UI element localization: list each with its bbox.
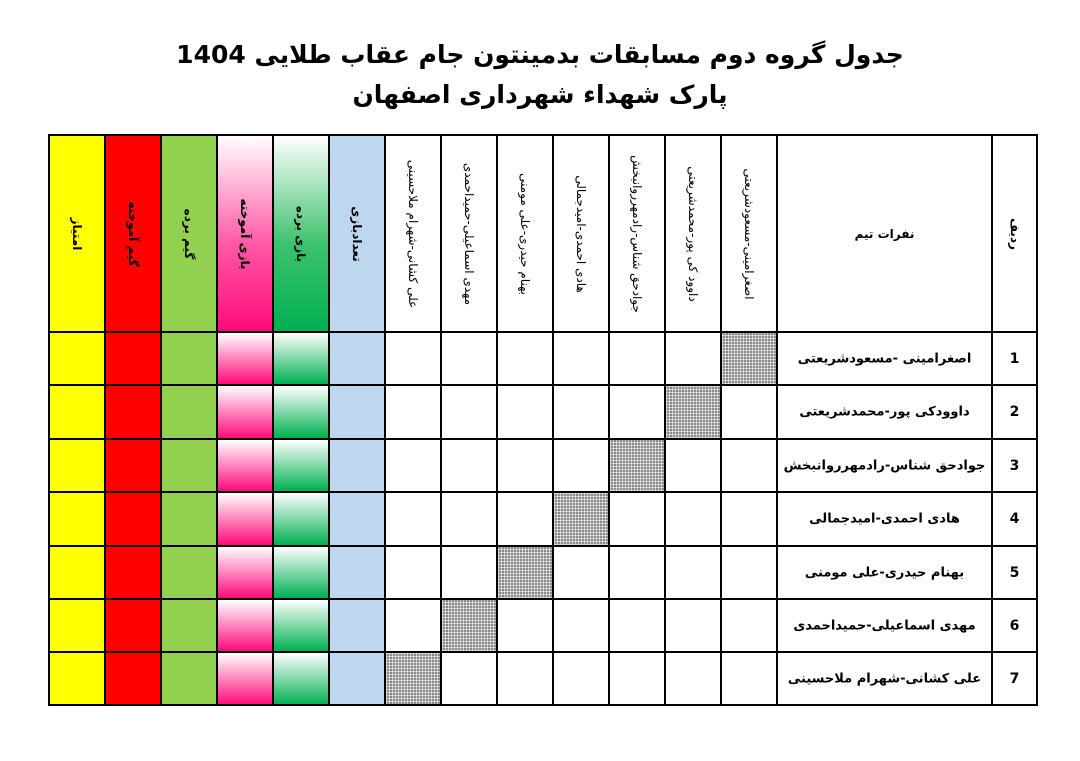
match-result-cell — [665, 599, 721, 652]
matches-lost-cell — [217, 599, 273, 652]
team-name-cell — [777, 599, 992, 652]
match-result-cell — [497, 652, 553, 706]
header-matches-lost-label: بازی آموخته — [238, 198, 252, 269]
match-result-cell — [721, 439, 777, 492]
team-name: هادی احمدی-امیدجمالی — [809, 511, 960, 527]
match-result-cell — [553, 439, 609, 492]
matches-played-cell — [329, 546, 385, 599]
header-opponent-7-label: علی کشانی-شهرام ملاحسینی — [406, 159, 420, 308]
header-team-label: نفرات تیم — [854, 226, 915, 241]
match-result-cell — [553, 546, 609, 599]
match-result-cell — [609, 385, 665, 439]
match-result-cell — [609, 492, 665, 546]
match-result-cell — [441, 439, 497, 492]
match-result-cell — [385, 439, 441, 492]
header-opponent-6 — [441, 135, 497, 332]
header-opponent-3 — [609, 135, 665, 332]
match-result-cell — [441, 546, 497, 599]
team-name: مهدی اسماعیلی-حمیداحمدی — [793, 618, 976, 633]
team-name-cell — [777, 546, 992, 599]
self-match-cell — [609, 439, 665, 492]
points-cell — [49, 385, 105, 439]
match-result-cell — [609, 599, 665, 652]
match-result-cell — [441, 652, 497, 706]
match-result-cell — [497, 385, 553, 439]
team-name-cell — [777, 332, 992, 385]
row-number-cell — [992, 546, 1037, 599]
row-number: 1 — [1009, 350, 1020, 367]
matches-played-cell — [329, 492, 385, 546]
header-row-number — [992, 135, 1037, 332]
self-match-cell — [441, 599, 497, 652]
row-number-cell — [992, 439, 1037, 492]
games-won-cell — [161, 439, 217, 492]
self-match-cell — [497, 546, 553, 599]
header-matches-played-label: تعدادبازی — [350, 205, 364, 262]
team-name-cell — [777, 385, 992, 439]
header-opponent-2 — [665, 135, 721, 332]
match-result-cell — [441, 492, 497, 546]
row-number-cell — [992, 492, 1037, 546]
team-name: داوودکی پور-محمدشریعتی — [799, 404, 970, 420]
match-result-cell — [609, 332, 665, 385]
team-name: اصغرامینی -مسعودشریعتی — [797, 351, 972, 366]
match-result-cell — [385, 599, 441, 652]
match-result-cell — [497, 599, 553, 652]
matches-won-cell — [273, 652, 329, 706]
header-opponent-2-label: داوود کی پور-محمدشریعتی — [686, 165, 700, 302]
match-result-cell — [553, 599, 609, 652]
match-result-cell — [721, 492, 777, 546]
matches-played-cell — [329, 652, 385, 706]
match-result-cell — [553, 652, 609, 706]
match-result-cell — [385, 492, 441, 546]
header-opponent-1 — [721, 135, 777, 332]
match-result-cell — [385, 546, 441, 599]
team-name: علی کشانی-شهرام ملاحسینی — [787, 671, 982, 687]
points-cell — [49, 332, 105, 385]
team-name-cell — [777, 439, 992, 492]
team-name: بهنام حیدری-علی مومنی — [804, 565, 965, 580]
header-team — [777, 135, 992, 332]
team-name-cell — [777, 652, 992, 706]
header-games-won-label: گیم برده — [182, 208, 196, 259]
games-lost-cell — [105, 599, 161, 652]
matches-won-cell — [273, 546, 329, 599]
self-match-cell — [385, 652, 441, 706]
games-lost-cell — [105, 439, 161, 492]
row-number: 5 — [1009, 564, 1020, 581]
header-opponent-7 — [385, 135, 441, 332]
header-row-number-label: ردیف — [1007, 217, 1022, 250]
match-result-cell — [721, 599, 777, 652]
matches-played-cell — [329, 332, 385, 385]
header-opponent-4-label: هادی احمدی-امیدجمالی — [574, 174, 588, 293]
header-games-lost-label: گیم آموخته — [126, 200, 140, 267]
points-cell — [49, 546, 105, 599]
match-result-cell — [497, 439, 553, 492]
row-number: 7 — [1009, 671, 1020, 687]
self-match-cell — [553, 492, 609, 546]
match-result-cell — [497, 332, 553, 385]
matches-played-cell — [329, 385, 385, 439]
header-opponent-5 — [497, 135, 553, 332]
match-result-cell — [441, 332, 497, 385]
header-matches-won-label: بازی برده — [294, 205, 308, 262]
header-points-label: امتیاز — [70, 217, 84, 250]
header-opponent-1-label: اصغرامینی-مسعودشریعتی — [742, 167, 756, 300]
match-result-cell — [665, 652, 721, 706]
header-games-won — [161, 135, 217, 332]
self-match-cell — [665, 385, 721, 439]
match-result-cell — [665, 332, 721, 385]
team-name: جوادحق شناس-رادمهرروانبخش — [783, 458, 986, 473]
header-matches-played — [329, 135, 385, 332]
match-result-cell — [665, 546, 721, 599]
match-result-cell — [441, 385, 497, 439]
games-lost-cell — [105, 546, 161, 599]
header-opponent-6-label: مهدی اسماعیلی-حمیداحمدی — [462, 162, 476, 305]
row-number-cell — [992, 332, 1037, 385]
matches-won-cell — [273, 439, 329, 492]
matches-lost-cell — [217, 385, 273, 439]
games-lost-cell — [105, 652, 161, 706]
match-result-cell — [497, 492, 553, 546]
header-opponent-3-label: جوادحق شناس-رادمهرروانبخش — [630, 154, 644, 313]
match-result-cell — [553, 385, 609, 439]
team-name-cell — [777, 492, 992, 546]
games-lost-cell — [105, 332, 161, 385]
matches-won-cell — [273, 492, 329, 546]
games-won-cell — [161, 546, 217, 599]
match-result-cell — [385, 332, 441, 385]
page-title: جدول گروه دوم مسابقات بدمینتون جام عقاب طلایی 1404 — [176, 40, 904, 69]
header-matches-lost — [217, 135, 273, 332]
header-games-lost — [105, 135, 161, 332]
games-won-cell — [161, 332, 217, 385]
games-lost-cell — [105, 385, 161, 439]
matches-played-cell — [329, 599, 385, 652]
page-subtitle: پارک شهداء شهرداری اصفهان — [352, 80, 728, 109]
matches-won-cell — [273, 385, 329, 439]
matches-lost-cell — [217, 652, 273, 706]
points-cell — [49, 439, 105, 492]
match-result-cell — [609, 546, 665, 599]
matches-played-cell — [329, 439, 385, 492]
matches-won-cell — [273, 599, 329, 652]
row-number: 6 — [1009, 617, 1020, 634]
header-opponent-5-label: بهنام حیدری-علی مومنی — [518, 172, 532, 295]
row-number-cell — [992, 652, 1037, 706]
matches-lost-cell — [217, 439, 273, 492]
header-opponent-4 — [553, 135, 609, 332]
matches-lost-cell — [217, 546, 273, 599]
match-result-cell — [721, 385, 777, 439]
row-number-cell — [992, 385, 1037, 439]
match-result-cell — [665, 492, 721, 546]
points-cell — [49, 599, 105, 652]
self-match-cell — [721, 332, 777, 385]
matches-lost-cell — [217, 492, 273, 546]
points-cell — [49, 492, 105, 546]
games-won-cell — [161, 385, 217, 439]
header-points — [49, 135, 105, 332]
row-number-cell — [992, 599, 1037, 652]
match-result-cell — [721, 546, 777, 599]
games-won-cell — [161, 492, 217, 546]
row-number: 4 — [1009, 511, 1020, 527]
games-won-cell — [161, 652, 217, 706]
games-won-cell — [161, 599, 217, 652]
match-result-cell — [385, 385, 441, 439]
match-result-cell — [665, 439, 721, 492]
matches-lost-cell — [217, 332, 273, 385]
match-result-cell — [609, 652, 665, 706]
row-number: 2 — [1009, 404, 1020, 420]
header-matches-won — [273, 135, 329, 332]
match-result-cell — [553, 332, 609, 385]
matches-won-cell — [273, 332, 329, 385]
row-number: 3 — [1009, 457, 1020, 474]
games-lost-cell — [105, 492, 161, 546]
points-cell — [49, 652, 105, 706]
match-result-cell — [721, 652, 777, 706]
